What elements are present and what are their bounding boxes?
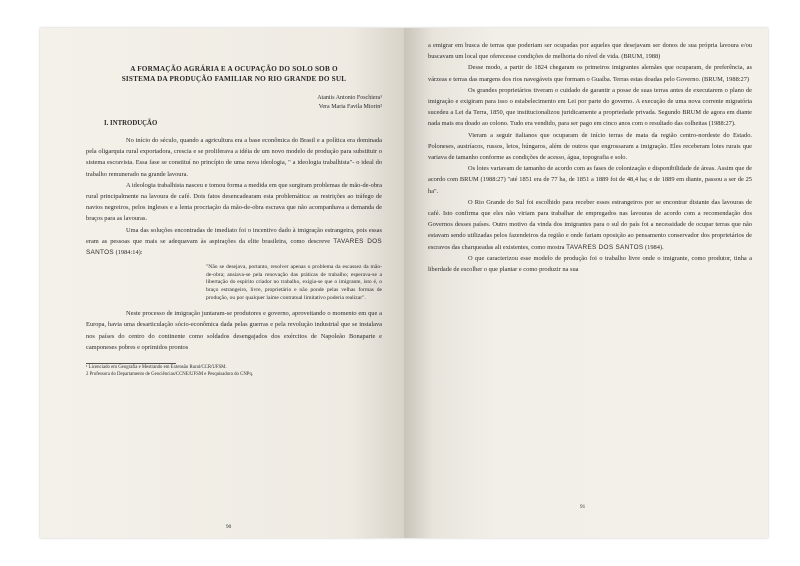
paragraph: A ideologia trabalhista nasceu e tomou forma a medida em que surgiram problemas de mão-de-obra rural principalmente na lavoura de café. Dois fatos desencadearam esta problemática: as restrições ao tráfego de navios negreiros, pelos ingleses e a lenta procriação da mão-de-obra escrava que não acompanhava a demanda de braços para as lavouras. — [86, 181, 382, 223]
right-page — [404, 28, 768, 538]
block-quote: "Não se desejava, portanto, resolver apenas o problema da escassez da mão-de-obra; ansiava-se pela renovação das práticas de trabalho; esperava-se a libertação do espírito criador no trabalho, exigia-se que o imigrante, isto é, o braço estrangeiro, livre, proprietário e não ponde pelas velhas formas de produção, ou por qualquer laime contratual limitativo poderia realizar". — [206, 264, 382, 301]
paragraph: Os lotes variavam de tamanho de acordo com as fases de colonização e disponibilidade de áreas. Assim que de acordo com BRUM (1988:27) "até 1851 era de 77 ha, de 1851 a 1889 foi de 48,4 ha; e de 1889 em diante, passou a ser de 25 ha". — [428, 165, 752, 195]
paragraph: O que caracterizou esse modelo de produção foi o trabalho livre onde o imigrante, como produtor, tinha a liberdade de escolher o que plantar e como produzir na sua — [428, 254, 752, 274]
paragraph — [428, 197, 752, 253]
page-number-left: 90 — [226, 524, 232, 530]
article-title-line-2: SISTEMA DA PRODUÇÃO FAMILIAR NO RIO GRANDE DO SUL — [121, 75, 347, 83]
paragraph: Os grandes proprietários tiveram o cuidado de garantir a posse de suas terras antes de executarem o plano de imigração e exigiram para isso o estabelecimento em Lei por parte do governo. A execução de uma nova corrente migratória sucedeu a Lei da Terra, 1850, que institucionalizou juridicamente a propriedade privada. Segundo BRUM de agora em diante nada mais era doado ao colono. Tudo era vendido, para ser pago em cinco anos com o resultado das colheitas (1988:27). — [428, 86, 752, 128]
citation: (1984). — [643, 243, 664, 251]
left-page — [40, 28, 404, 538]
author-1: Ataniis Antonio Foschiera¹ — [317, 95, 382, 101]
author-block — [86, 94, 382, 112]
paragraph — [86, 225, 382, 259]
paragraph: Neste processo de imigração juntaram-se produtores e governo, aproveitando o momento em que a Europa, havia uma desarticulação sócio-econômica dada pelas guerras e pela revolução industrial que se instalava nos países do centro do continente como soldados desengajados dos exércitos de Napoleão Bonaparte e camponeses pobres e oprimidos prontos — [86, 310, 382, 351]
footnote-2: 2 Professora do Departamento de Geociências/CCNE/UFSM e Pesquisadora do CNPq. — [86, 372, 254, 378]
footnote-1: ¹ Licenciado em Geografia e Mestrando em Extensão Rural/CCR/UFSM. — [86, 365, 227, 371]
cited-author: TAVARES DOS SANTOS — [566, 243, 644, 251]
article-title-line-1: A FORMAÇÃO AGRÁRIA E A OCUPAÇÃO DO SOLO SOB O — [130, 65, 338, 73]
book-spread — [40, 28, 768, 538]
section-heading: I. INTRODUÇÃO — [104, 120, 158, 127]
citation: (1984:14): — [113, 249, 143, 257]
left-page-content — [86, 64, 382, 378]
cited-author: TAVARES DOS SANTOS — [86, 237, 382, 257]
paragraph: Vieram a seguir italianos que ocuparam de início terras de mata da região centro-nordeste do Estado. Poloneses, austríacos, russos, letos, húngaros, além de outros que engrossaram a imigração. Eles receberam lotes rurais que variava de tamanho conforme as condições de acesso, água, topografia e solo. — [428, 131, 752, 162]
paragraph: a emigrar em busca de terras que poderiam ser ocupadas por aqueles que desejavam ser donos de sua própria lavoura e/ou buscavam um local que oferecesse condições de melhoria do nível de vida. (BRUM, 1988) — [428, 42, 752, 61]
page-number-right: 91 — [580, 504, 586, 510]
paragraph-text: O Rio Grande do Sul foi escolhido para receber esses estrangeiros por se encontrar distante das lavouras de café. Isto confirma que eles não viriam para trabalhar de empregados nas lavouras de acordo com a recomendação dos Governos desses países. Outro motivo da vinda dos imigrantes para o sul do país foi a necessidade de ocupar terras que não estavam sendo utilizadas pelos fazendeiros da região e onde fariam oposição ao pensamento conservador dos proprietários de escravos das charqueadas ali existentes, como mostra — [428, 198, 752, 251]
author-2: Vera Maria Favila Miorin² — [318, 104, 382, 110]
right-page-content — [428, 40, 752, 275]
paragraph-text: Uma das soluções encontradas de imediato foi o incentivo dado à imigração estrangeira, pois essas eram as pessoas que mais se adequavam às aspirações da elite brasileira, como descreve — [86, 226, 382, 245]
paragraph: Desse modo, a partir de 1824 chegaram os primeiros imigrantes alemães que ocuparam, de preferência, as várzeas e terras das margens dos rios navegáveis que formam o Guaíba. Terras estas doadas pelo Governo. (BRUM, 1988:27) — [428, 64, 752, 83]
paragraph: No início do século, quando a agricultura era a base econômica do Brasil e a política era dominada pela oligarquia rural exportadora, crescia e se proliferava a idéia de um novo modelo de produção para substituir o sistema escravista. Essa fase se constituí no princípio de uma nova ideologia, " a ideologia trabalhista"- o ideal do trabalho remunerado na grande lavoura. — [86, 137, 382, 178]
